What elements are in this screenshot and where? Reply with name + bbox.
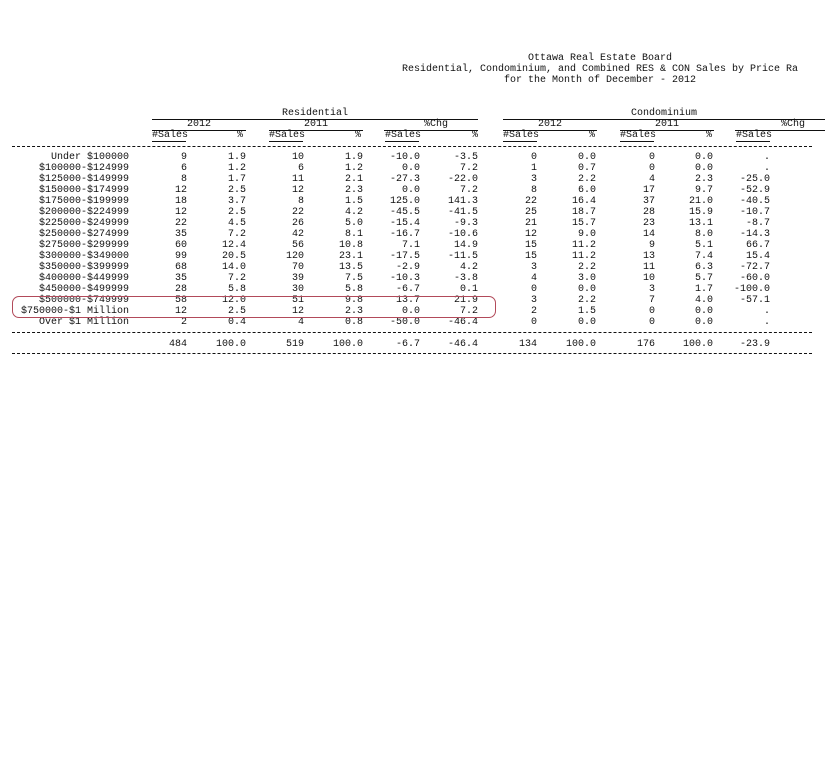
table-cell: 66.7: [745, 240, 770, 251]
table-cell: 0.0: [577, 284, 596, 295]
table-cell: .: [763, 317, 770, 328]
report-title: Ottawa Real Estate Board: [527, 53, 673, 64]
total-cell: 484: [168, 339, 187, 350]
table-cell: -10.7: [739, 207, 770, 218]
table-cell: 25: [524, 207, 537, 218]
table-cell: 2.2: [577, 174, 596, 185]
table-cell: 0: [648, 306, 655, 317]
table-cell: 0: [648, 317, 655, 328]
table-cell: 2.2: [577, 262, 596, 273]
table-cell: 7.2: [459, 306, 478, 317]
table-cell: 15: [524, 240, 537, 251]
table-cell: 28: [642, 207, 655, 218]
row-label: $750000-$1 Million: [20, 306, 129, 317]
table-cell: 2.5: [227, 207, 246, 218]
table-cell: 6: [180, 163, 187, 174]
table-cell: 58: [174, 295, 187, 306]
table-cell: 5.7: [694, 273, 713, 284]
chg-con: %Chg: [735, 119, 825, 131]
table-cell: -6.7: [395, 284, 420, 295]
table-cell: 11.2: [571, 251, 596, 262]
table-cell: 7.2: [459, 185, 478, 196]
table-cell: 6.0: [577, 185, 596, 196]
row-label: $500000-$749999: [38, 295, 129, 306]
underline: [385, 141, 419, 142]
table-cell: 15.9: [688, 207, 713, 218]
table-cell: 8: [180, 174, 187, 185]
table-cell: 26: [291, 218, 304, 229]
table-cell: -15.4: [389, 218, 420, 229]
table-cell: 21: [524, 218, 537, 229]
table-cell: -46.4: [447, 317, 478, 328]
year-2012-con: 2012: [503, 119, 597, 131]
table-cell: 13.1: [688, 218, 713, 229]
table-cell: 8.0: [694, 229, 713, 240]
table-cell: 4: [530, 273, 537, 284]
row-label: $350000-$399999: [38, 262, 129, 273]
table-cell: 3: [530, 262, 537, 273]
table-cell: 0: [530, 284, 537, 295]
table-cell: 9.0: [577, 229, 596, 240]
table-cell: 0.7: [577, 163, 596, 174]
table-cell: -72.7: [739, 262, 770, 273]
table-cell: 23.1: [338, 251, 363, 262]
table-cell: 12: [174, 207, 187, 218]
underline: [620, 141, 654, 142]
table-cell: -22.0: [447, 174, 478, 185]
table-cell: 9.7: [694, 185, 713, 196]
table-cell: 7.4: [694, 251, 713, 262]
table-cell: 0: [648, 152, 655, 163]
table-cell: -52.9: [739, 185, 770, 196]
table-cell: 0.4: [227, 317, 246, 328]
table-cell: 1.2: [344, 163, 363, 174]
separator-bottom: [12, 353, 812, 354]
table-cell: 0: [530, 317, 537, 328]
col-sales-2011-con: #Sales: [620, 130, 657, 141]
table-cell: 37: [642, 196, 655, 207]
table-cell: 4.5: [227, 218, 246, 229]
table-cell: 15.7: [571, 218, 596, 229]
table-cell: -10.0: [389, 152, 420, 163]
table-cell: 9: [180, 152, 187, 163]
table-cell: 3.0: [577, 273, 596, 284]
underline: [152, 141, 186, 142]
table-cell: 0.0: [694, 306, 713, 317]
report-subtitle: Residential, Condominium, and Combined RES & CON Sales by Price Ra: [401, 64, 799, 75]
table-cell: 0.0: [401, 185, 420, 196]
table-cell: 0.0: [694, 317, 713, 328]
row-label: $100000-$124999: [38, 163, 129, 174]
table-cell: 4.2: [459, 262, 478, 273]
row-label: $250000-$274999: [38, 229, 129, 240]
table-cell: 1.7: [227, 174, 246, 185]
table-cell: 1: [530, 163, 537, 174]
table-cell: 10: [291, 152, 304, 163]
col-sales-2012-res: #Sales: [152, 130, 189, 141]
table-cell: 0.8: [344, 317, 363, 328]
year-2011-res: 2011: [269, 119, 363, 131]
table-cell: -57.1: [739, 295, 770, 306]
table-cell: 12: [291, 185, 304, 196]
table-cell: 15.4: [745, 251, 770, 262]
row-label: Under $100000: [50, 152, 129, 163]
table-cell: 14.0: [221, 262, 246, 273]
table-cell: 16.4: [571, 196, 596, 207]
table-cell: 4.2: [344, 207, 363, 218]
table-cell: 18.7: [571, 207, 596, 218]
row-label: $150000-$174999: [38, 185, 129, 196]
col-pct-2012-res: %: [237, 130, 244, 141]
table-cell: 1.2: [227, 163, 246, 174]
total-cell: -6.7: [395, 339, 420, 350]
table-cell: 1.7: [694, 284, 713, 295]
table-cell: 18: [174, 196, 187, 207]
row-label: $225000-$249999: [38, 218, 129, 229]
row-label: $400000-$449999: [38, 273, 129, 284]
underline: [736, 141, 770, 142]
table-cell: 125.0: [389, 196, 420, 207]
total-cell: 134: [518, 339, 537, 350]
table-cell: 11.2: [571, 240, 596, 251]
table-cell: -8.7: [745, 218, 770, 229]
table-cell: 1.9: [344, 152, 363, 163]
col-pct-2011-con: %: [706, 130, 713, 141]
table-cell: 35: [174, 229, 187, 240]
underline: [269, 141, 303, 142]
table-cell: 70: [291, 262, 304, 273]
table-cell: 14.9: [453, 240, 478, 251]
table-cell: -10.6: [447, 229, 478, 240]
table-cell: 20.5: [221, 251, 246, 262]
table-cell: -3.8: [453, 273, 478, 284]
table-cell: -100.0: [733, 284, 770, 295]
table-cell: 1.9: [227, 152, 246, 163]
total-cell: -23.9: [739, 339, 770, 350]
table-cell: 13.7: [395, 295, 420, 306]
table-cell: 120: [285, 251, 304, 262]
table-cell: 17: [642, 185, 655, 196]
chg-res: %Chg: [384, 119, 478, 131]
table-cell: .: [763, 163, 770, 174]
col-chg-pct-res: %: [472, 130, 479, 141]
table-cell: 21.9: [453, 295, 478, 306]
table-cell: 4: [297, 317, 304, 328]
table-cell: 68: [174, 262, 187, 273]
table-cell: 9.8: [344, 295, 363, 306]
table-cell: 10.8: [338, 240, 363, 251]
row-label: $450000-$499999: [38, 284, 129, 295]
table-cell: 5.8: [344, 284, 363, 295]
table-cell: 3: [530, 295, 537, 306]
table-cell: 2.5: [227, 185, 246, 196]
table-cell: 12.4: [221, 240, 246, 251]
table-cell: 0: [530, 152, 537, 163]
col-sales-2012-con: #Sales: [503, 130, 540, 141]
table-cell: 11: [642, 262, 655, 273]
table-cell: -27.3: [389, 174, 420, 185]
report-period: for the Month of December - 2012: [503, 75, 697, 86]
year-2012-res: 2012: [152, 119, 246, 131]
total-cell: 100.0: [682, 339, 713, 350]
table-cell: 6.3: [694, 262, 713, 273]
table-cell: 2.1: [344, 174, 363, 185]
table-cell: 15: [524, 251, 537, 262]
table-cell: 6: [297, 163, 304, 174]
total-cell: -46.4: [447, 339, 478, 350]
table-cell: -17.5: [389, 251, 420, 262]
table-cell: -2.9: [395, 262, 420, 273]
table-cell: 8: [297, 196, 304, 207]
table-cell: 13.5: [338, 262, 363, 273]
table-cell: -45.5: [389, 207, 420, 218]
table-cell: 2.3: [344, 185, 363, 196]
table-cell: 12.0: [221, 295, 246, 306]
table-cell: 0.0: [577, 152, 596, 163]
table-cell: 22: [524, 196, 537, 207]
col-chg-sales-res: #Sales: [385, 130, 422, 141]
table-cell: 0.0: [577, 317, 596, 328]
table-cell: 2.3: [344, 306, 363, 317]
table-cell: 0.1: [459, 284, 478, 295]
table-cell: 0: [648, 163, 655, 174]
table-cell: 5.0: [344, 218, 363, 229]
table-cell: 3.7: [227, 196, 246, 207]
table-cell: 30: [291, 284, 304, 295]
total-cell: 176: [636, 339, 655, 350]
table-cell: 2.5: [227, 306, 246, 317]
table-cell: 4.0: [694, 295, 713, 306]
table-cell: 1.5: [577, 306, 596, 317]
year-2011-con: 2011: [620, 119, 714, 131]
table-cell: 7.2: [227, 229, 246, 240]
table-cell: 60: [174, 240, 187, 251]
table-cell: 12: [174, 306, 187, 317]
table-cell: 7.5: [344, 273, 363, 284]
table-cell: 35: [174, 273, 187, 284]
table-cell: 0.0: [401, 306, 420, 317]
table-cell: 12: [524, 229, 537, 240]
table-cell: 3: [530, 174, 537, 185]
total-cell: 100.0: [332, 339, 363, 350]
section-condominium: Condominium: [503, 108, 825, 120]
table-cell: 23: [642, 218, 655, 229]
table-cell: -9.3: [453, 218, 478, 229]
table-cell: -50.0: [389, 317, 420, 328]
table-cell: 21.0: [688, 196, 713, 207]
table-cell: 2: [180, 317, 187, 328]
table-cell: 9: [648, 240, 655, 251]
table-cell: -25.0: [739, 174, 770, 185]
table-cell: 5.8: [227, 284, 246, 295]
separator-top: [12, 146, 812, 147]
table-cell: 3: [648, 284, 655, 295]
total-cell: 519: [285, 339, 304, 350]
table-cell: -11.5: [447, 251, 478, 262]
underline: [503, 141, 537, 142]
table-cell: 0.0: [401, 163, 420, 174]
total-cell: 100.0: [215, 339, 246, 350]
table-cell: 7.1: [401, 240, 420, 251]
table-cell: 22: [174, 218, 187, 229]
table-cell: .: [763, 306, 770, 317]
table-cell: 39: [291, 273, 304, 284]
table-cell: 7: [648, 295, 655, 306]
table-cell: 14: [642, 229, 655, 240]
table-cell: -40.5: [739, 196, 770, 207]
table-cell: 13: [642, 251, 655, 262]
table-cell: 2: [530, 306, 537, 317]
table-cell: -60.0: [739, 273, 770, 284]
col-sales-2011-res: #Sales: [269, 130, 306, 141]
table-cell: 1.5: [344, 196, 363, 207]
highlight-box: [12, 296, 496, 318]
table-cell: -16.7: [389, 229, 420, 240]
table-cell: 11: [291, 174, 304, 185]
table-cell: 12: [174, 185, 187, 196]
col-chg-sales-con: #Sales: [736, 130, 773, 141]
table-cell: 28: [174, 284, 187, 295]
table-cell: 22: [291, 207, 304, 218]
table-cell: 8.1: [344, 229, 363, 240]
col-pct-2012-con: %: [589, 130, 596, 141]
section-residential: Residential: [152, 108, 478, 120]
table-cell: 7.2: [227, 273, 246, 284]
table-cell: -14.3: [739, 229, 770, 240]
total-cell: 100.0: [565, 339, 596, 350]
table-cell: 56: [291, 240, 304, 251]
table-cell: 0.0: [694, 152, 713, 163]
table-cell: 5.1: [694, 240, 713, 251]
row-label: Over $1 Million: [38, 317, 129, 328]
table-cell: 12: [291, 306, 304, 317]
table-cell: 7.2: [459, 163, 478, 174]
table-cell: -41.5: [447, 207, 478, 218]
separator-totals-top: [12, 332, 812, 333]
row-label: $275000-$299999: [38, 240, 129, 251]
table-cell: 2.3: [694, 174, 713, 185]
table-cell: 4: [648, 174, 655, 185]
table-cell: .: [763, 152, 770, 163]
table-cell: 42: [291, 229, 304, 240]
table-cell: -10.3: [389, 273, 420, 284]
table-cell: 0.0: [694, 163, 713, 174]
table-cell: 51: [291, 295, 304, 306]
col-pct-2011-res: %: [355, 130, 362, 141]
table-cell: 8: [530, 185, 537, 196]
row-label: $300000-$349000: [38, 251, 129, 262]
table-cell: 99: [174, 251, 187, 262]
row-label: $175000-$199999: [38, 196, 129, 207]
table-cell: 10: [642, 273, 655, 284]
table-cell: 2.2: [577, 295, 596, 306]
row-label: $200000-$224999: [38, 207, 129, 218]
row-label: $125000-$149999: [38, 174, 129, 185]
table-cell: -3.5: [453, 152, 478, 163]
table-cell: 141.3: [447, 196, 478, 207]
